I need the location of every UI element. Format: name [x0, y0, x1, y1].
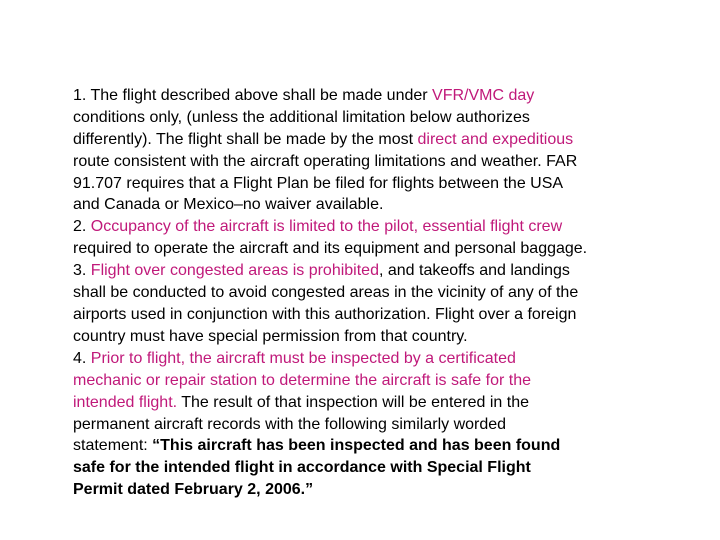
condition-item-4 — [73, 350, 560, 498]
condition-item-2 — [73, 218, 587, 257]
item-number: 2. — [73, 218, 87, 236]
text-segment: conditions only, (unless the additional limitation below authorizes differently). The flight shall be made by the most — [73, 108, 530, 148]
text-segment: The result of that inspection will be entered in the permanent aircraft records with the following similarly worded statement: — [73, 393, 529, 455]
highlight-segment: VFR/VMC day — [432, 86, 535, 104]
item-number: 1. — [73, 86, 91, 104]
highlight-segment: Flight over congested areas is prohibited — [90, 262, 379, 280]
conditions-text — [73, 63, 663, 501]
highlight-segment: Occupancy of the aircraft is limited to the pilot, essential flight crew — [90, 218, 563, 236]
highlight-segment: Prior to flight, the aircraft must be inspected by a certificated mechanic or repair station to determine the aircraft is safe for the intended flight. — [73, 349, 531, 411]
condition-item-1 — [73, 87, 577, 214]
text-segment: required to operate the aircraft and its equipment and personal baggage. — [73, 240, 588, 258]
item-number: 3. — [73, 262, 87, 280]
quoted-statement: “This aircraft has been inspected and has been found safe for the intended flight in accordance with Special Flight Permit dated February 2, 2006.” — [73, 437, 561, 499]
highlight-segment: direct and expeditious — [417, 130, 574, 148]
text-segment: , and takeoffs and landings shall be conducted to avoid congested areas in the vicinity of any of the airports used in conjunction with this authorization. Flight over a foreign country must have special permission from that country. — [73, 262, 579, 345]
condition-item-3 — [73, 262, 578, 345]
text-segment: The flight described above shall be made under — [90, 86, 433, 104]
text-segment: route consistent with the aircraft operating limitations and weather. FAR 91.707 requires that a Flight Plan be filed for flights between the USA and Canada or Mexico–no waiver available. — [73, 152, 578, 214]
item-number: 4. — [73, 349, 87, 367]
